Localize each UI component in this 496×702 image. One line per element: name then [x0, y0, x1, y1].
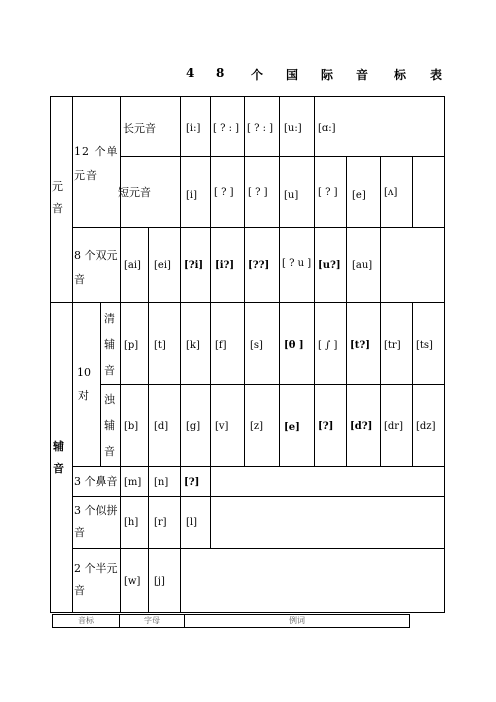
voiceless-symbol: [ ∫ ]: [318, 340, 338, 351]
short-vowel-symbol: [u]: [284, 190, 299, 201]
voiceless-label: 音: [104, 364, 115, 377]
voiceless-symbol: [tr]: [384, 340, 401, 351]
voiced-symbol: [d]: [154, 421, 169, 432]
voiceless-label: 辅: [104, 338, 115, 351]
diphthong-symbol: [ei]: [154, 260, 171, 271]
voiced-symbol: [b]: [124, 421, 139, 432]
semivowel-symbol: [w]: [124, 576, 141, 587]
long-vowel-symbol: [ ? : ]: [213, 123, 240, 134]
diphthong-symbol: [ai]: [124, 260, 141, 271]
header-letters: 字母: [144, 616, 160, 625]
long-vowel-label: 长元音: [123, 122, 156, 135]
diphthong-symbol: [au]: [352, 260, 373, 271]
voiceless-symbol: [f]: [215, 340, 227, 351]
title-char: 音: [356, 68, 369, 82]
short-vowel-label: 短元音: [118, 186, 151, 199]
diphthong-symbol: [??]: [248, 260, 270, 271]
voiced-symbol: [dz]: [416, 421, 436, 432]
lateral-symbol: [h]: [124, 517, 139, 528]
semivowel-symbol: [j]: [154, 576, 165, 587]
title-char: 8: [216, 66, 225, 80]
short-vowel-symbol: [ʌ]: [384, 187, 398, 198]
short-vowel-symbol: [ ? ]: [214, 187, 234, 198]
long-vowel-symbol: [i:]: [186, 123, 201, 134]
voiceless-symbol: [t]: [154, 340, 166, 351]
pairs-label: 对: [78, 389, 89, 402]
short-vowel-symbol: [e]: [352, 190, 366, 201]
semivowel-label: 2 个半元音: [74, 562, 118, 597]
short-vowel-symbol: [i]: [186, 190, 198, 201]
voiced-symbol: [g]: [186, 421, 201, 432]
voiceless-symbol: [k]: [186, 340, 200, 351]
long-vowel-symbol: [ɑ:]: [318, 123, 336, 134]
voiced-symbol: [v]: [215, 421, 229, 432]
voiced-label: 辅: [104, 419, 115, 432]
diphthong-symbol: [i?]: [215, 260, 235, 271]
voiced-label: 音: [104, 445, 115, 458]
title-char: 际: [321, 68, 334, 82]
nasal-label: 3 个鼻音: [74, 475, 118, 488]
nasal-symbol: [n]: [154, 477, 169, 488]
voiced-symbol: [?]: [318, 421, 334, 432]
header-examples: 例词: [289, 616, 305, 625]
voiced-symbol: [z]: [250, 421, 264, 432]
lateral-symbol: [r]: [154, 517, 167, 528]
long-vowel-symbol: [ ? : ]: [247, 123, 274, 134]
voiceless-symbol: [p]: [124, 340, 139, 351]
long-vowel-symbol: [u:]: [284, 123, 302, 134]
diphthong-symbol: [?i]: [184, 260, 204, 271]
vowels-label: 音: [52, 202, 63, 215]
nasal-symbol: [?]: [184, 477, 200, 488]
page-title: [0, 66, 496, 84]
example-header-row: [52, 614, 410, 628]
voiced-symbol: [dr]: [384, 421, 403, 432]
diphthong-symbol: [ ? u ]: [282, 258, 312, 269]
voiceless-symbol: [t?]: [350, 340, 370, 351]
lateral-label: 3 个似拼音: [74, 504, 118, 539]
pairs-label: 10: [77, 366, 91, 379]
consonants-label: 音: [53, 462, 64, 475]
voiced-symbol: [e]: [284, 422, 300, 433]
voiceless-symbol: [θ ]: [284, 340, 304, 351]
title-char: 个: [251, 68, 264, 82]
title-char: 表: [430, 68, 443, 82]
diphthong-symbol: [u?]: [318, 260, 341, 271]
nasal-symbol: [m]: [124, 477, 142, 488]
vowels-label: 元: [52, 180, 63, 193]
short-vowel-symbol: [ ? ]: [248, 187, 268, 198]
monophthong-label: 12 个单元音: [74, 145, 119, 182]
title-char: 标: [394, 68, 407, 82]
voiced-symbol: [d?]: [350, 421, 373, 432]
title-char: 国: [286, 68, 299, 82]
short-vowel-symbol: [ ? ]: [318, 187, 338, 198]
lateral-symbol: [l]: [186, 517, 198, 528]
consonants-label: 辅: [53, 440, 64, 453]
voiceless-symbol: [s]: [250, 340, 263, 351]
diphthong-label: 8 个双元音: [74, 249, 118, 286]
voiced-label: 浊: [104, 393, 115, 406]
voiceless-symbol: [ts]: [416, 340, 433, 351]
header-phonetic: 音标: [78, 616, 94, 625]
voiceless-label: 清: [104, 312, 115, 325]
title-char: 4: [186, 66, 195, 80]
